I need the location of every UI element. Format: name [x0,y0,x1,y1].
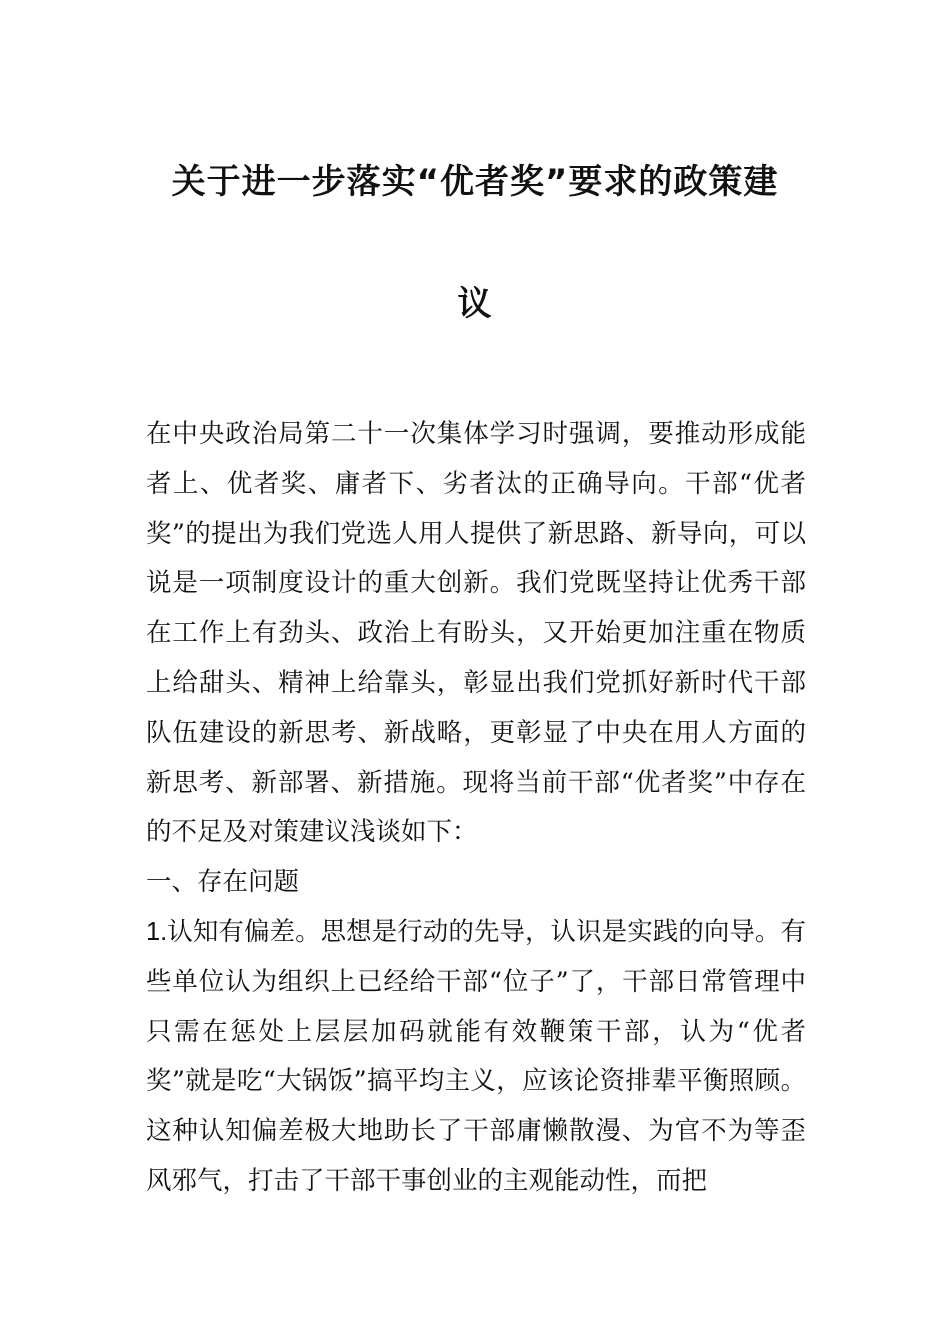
problem-item-number: 1. [146,917,168,946]
intro-paragraph: 在中央政治局第二十一次集体学习时强调，要推动形成能者上、优者奖、庸者下、劣者汰的正确导向。干部“优者奖”的提出为我们党选人用人提供了新思路、新导向，可以说是一项制度设计的重大创新。我们党既坚持让优秀干部在工作上有劲头、政治上有盼头，又开始更加注重在物质上给甜头、精神上给靠头，彰显出我们党抓好新时代干部队伍建设的新思考、新战略，更彰显了中央在用人方面的新思考、新部署、新措施。现将当前干部“优者奖”中存在的不足及对策建议浅谈如下： [146,419,806,848]
document-body [146,410,806,1207]
problem-item-1 [146,908,806,1207]
problem-item-text: 认知有偏差。思想是行动的先导，认识是实践的向导。有些单位认为组织上已经给干部“位子”了，干部日常管理中只需在惩处上层层加码就能有效鞭策干部，认为“优者奖”就是吃“大锅饭”搞平均主义，应该论资排辈平衡照顾。这种认知偏差极大地助长了干部庸懒散漫、为官不为等歪风邪气，打击了干部干事创业的主观能动性，而把 [146,916,806,1196]
section-heading-problems: 一、存在问题 [146,867,300,898]
document-title-line2: 议 [457,284,493,324]
document-title-line1: 关于进一步落实“优者奖”要求的政策建 [171,162,779,202]
